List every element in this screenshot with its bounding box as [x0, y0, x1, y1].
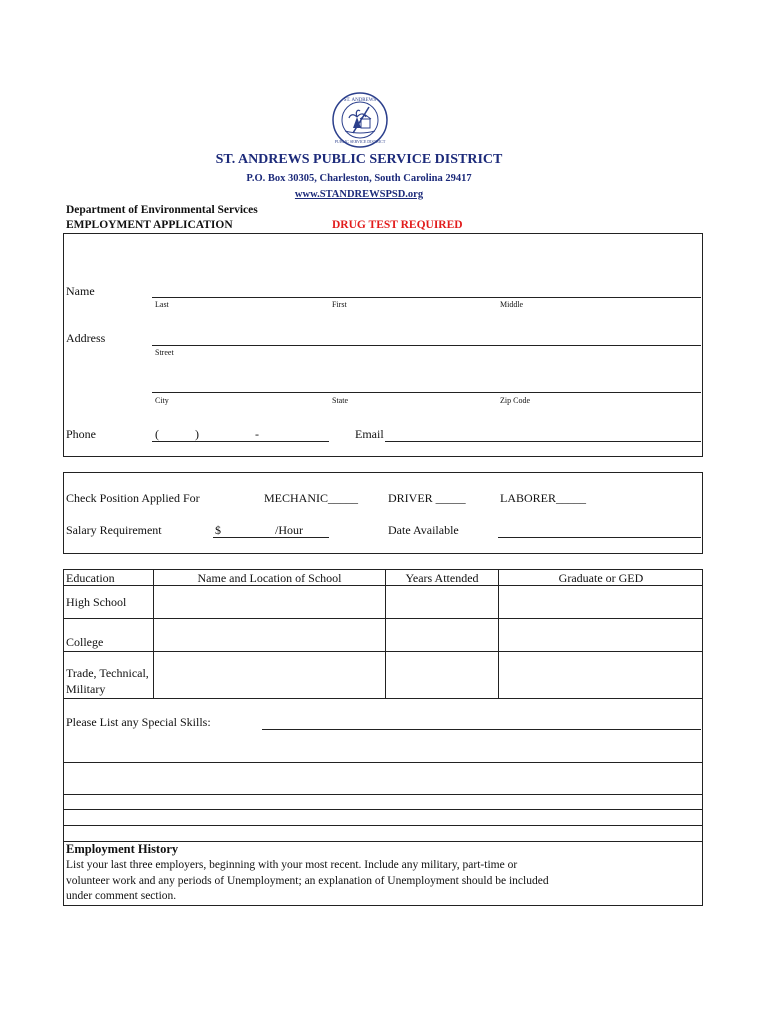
- employment-instructions-line-1: List your last three employers, beginning with your most recent. Include any military, part-time or: [66, 859, 518, 871]
- special-skills-input-line[interactable]: [262, 729, 701, 730]
- education-row-divider-1: [63, 618, 703, 619]
- salary-label: Salary Requirement: [66, 523, 162, 537]
- street-caption: Street: [155, 348, 174, 357]
- education-col-divider-3: [498, 569, 499, 699]
- district-seal-logo: [331, 91, 389, 149]
- district-title: ST. ANDREWS PUBLIC SERVICE DISTRICT: [215, 152, 503, 167]
- middle-name-caption: Middle: [500, 300, 524, 309]
- per-hour-label: /Hour: [275, 523, 303, 537]
- phone-label: Phone: [66, 427, 96, 441]
- svg-text:PUBLIC SERVICE DISTRICT: PUBLIC SERVICE DISTRICT: [334, 139, 386, 144]
- trade-row-label: Trade, Technical,: [66, 666, 149, 680]
- phone-open-paren: (: [155, 427, 159, 441]
- form-name: EMPLOYMENT APPLICATION: [66, 219, 233, 231]
- last-name-caption: Last: [155, 300, 169, 309]
- zip-caption: Zip Code: [500, 396, 530, 405]
- laborer-option[interactable]: LABORER_____: [500, 491, 587, 505]
- mechanic-option[interactable]: MECHANIC_____: [264, 491, 359, 505]
- military-row-label: Military: [66, 682, 106, 696]
- district-website-link[interactable]: www.STANDREWSPSD.org: [294, 189, 424, 200]
- address-label: Address: [66, 331, 106, 345]
- employment-instructions-line-3: under comment section.: [66, 890, 177, 902]
- skills-row-divider-3: [63, 809, 703, 810]
- school-name-header: Name and Location of School: [197, 571, 342, 585]
- education-col-divider-1: [153, 569, 154, 699]
- years-attended-header: Years Attended: [405, 571, 479, 585]
- name-label: Name: [66, 284, 95, 298]
- phone-dash: -: [255, 427, 259, 441]
- date-available-label: Date Available: [388, 523, 459, 537]
- education-header: Education: [66, 571, 115, 585]
- phone-close-paren: ): [195, 427, 199, 441]
- phone-input-line[interactable]: [152, 441, 329, 442]
- state-caption: State: [332, 396, 348, 405]
- position-section: [63, 472, 703, 554]
- email-input-line[interactable]: [385, 441, 701, 442]
- drug-test-notice: DRUG TEST REQUIRED: [332, 219, 463, 231]
- high-school-row-label: High School: [66, 595, 127, 609]
- svg-text:ST. ANDREWS: ST. ANDREWS: [343, 98, 377, 103]
- skills-row-divider-1: [63, 762, 703, 763]
- education-row-divider-2: [63, 651, 703, 652]
- driver-option[interactable]: DRIVER _____: [388, 491, 466, 505]
- email-label: Email: [355, 427, 384, 441]
- education-col-divider-2: [385, 569, 386, 699]
- city-state-zip-input-line[interactable]: [152, 392, 701, 393]
- street-input-line[interactable]: [152, 345, 701, 346]
- employment-history-heading: Employment History: [66, 842, 179, 856]
- date-available-input-line[interactable]: [498, 537, 701, 538]
- employment-instructions-line-2: volunteer work and any periods of Unemployment; an explanation of Unemployment should be included: [66, 875, 549, 887]
- position-check-label: Check Position Applied For: [66, 491, 200, 505]
- district-address: P.O. Box 30305, Charleston, South Carolina 29417: [246, 173, 472, 184]
- name-input-line[interactable]: [152, 297, 701, 298]
- department-name: Department of Environmental Services: [66, 204, 258, 216]
- dollar-sign: $: [215, 523, 221, 537]
- special-skills-label: Please List any Special Skills:: [66, 715, 211, 729]
- education-table: [63, 569, 703, 699]
- first-name-caption: First: [332, 300, 347, 309]
- graduate-ged-header: Graduate or GED: [558, 571, 644, 585]
- skills-row-divider-4: [63, 825, 703, 826]
- college-row-label: College: [66, 635, 104, 649]
- city-caption: City: [155, 396, 169, 405]
- skills-row-divider-2: [63, 794, 703, 795]
- salary-input-line[interactable]: [213, 537, 329, 538]
